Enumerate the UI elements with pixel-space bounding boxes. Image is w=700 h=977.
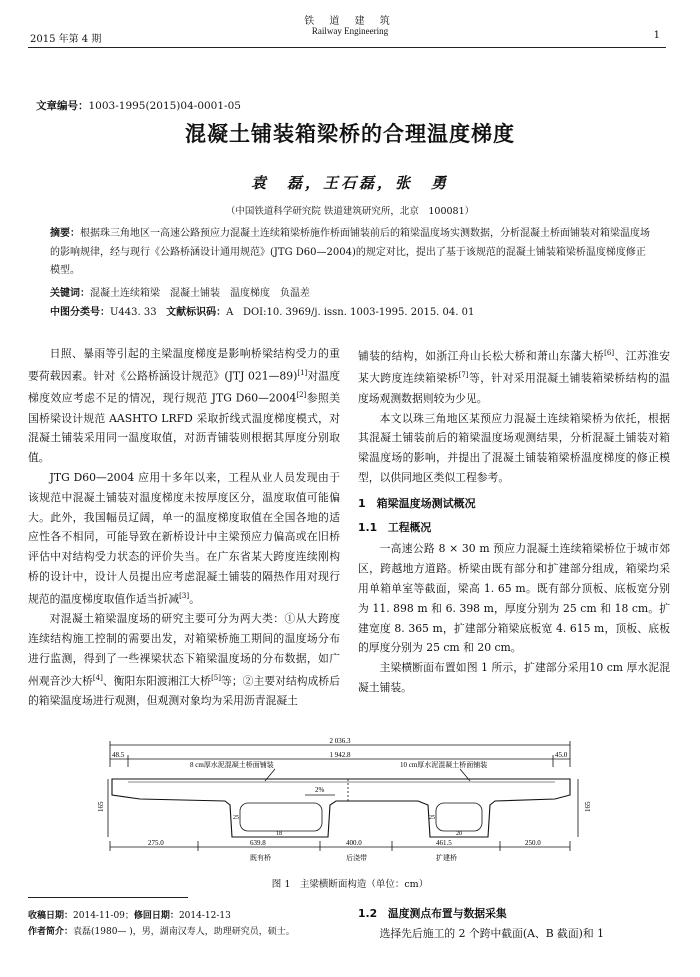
dim-bot-400: 400.0	[346, 839, 362, 847]
authors: 袁 磊，王石磊，张 勇	[250, 174, 449, 192]
label-existing-bridge: 既有桥	[250, 854, 271, 862]
dim-right: 45.0	[555, 751, 568, 759]
doc-code-label: 文献标识码：	[166, 307, 227, 318]
page-number: 1	[653, 30, 660, 41]
article-number	[36, 98, 241, 113]
citation: [1]	[297, 368, 308, 377]
keywords-text: 混凝土连续箱梁 混凝土铺装 温度梯度 负温差	[90, 288, 310, 299]
label-joint: 后浇带	[346, 854, 367, 862]
paragraph: 对混凝土箱梁温度场的研究主要可分为两大类：①从大跨度连续结构施工控制的需要出发，对箱梁桥施工期间的温度场分布进行监测，得到了一些裸梁状态下箱梁温度场的分布数据，如广州观音沙大桥[4]、衡阳东阳渡湘江大桥[5]等；②主要对结构成桥后的箱梁温度场进行观测，但观测对象均为采用沥青混凝土	[28, 612, 341, 707]
paragraph: 本文以珠三角地区某预应力混凝土连续箱梁桥为依托，根据其混凝土铺装前后的箱梁温度场观测结果，分析混凝土铺装对箱梁温度场的影响，并提出了混凝土铺装箱梁桥温度梯度的修正模型，以供同地区类似工程参考。	[358, 411, 670, 484]
abstract	[50, 225, 650, 281]
classification	[50, 303, 650, 318]
body-right-column	[358, 344, 670, 698]
doc-code-value: A	[226, 307, 234, 318]
article-number-label: 文章编号：	[36, 100, 89, 112]
footnote-rule	[28, 897, 188, 898]
dim-bot-639: 639.8	[250, 839, 266, 847]
dim-left: 48.5	[112, 751, 125, 759]
doi: DOI:10. 3969/j. issn. 1003-1995. 2015. 04. 01	[242, 307, 475, 318]
bottom-slab-thickness-ext: 20	[456, 831, 462, 837]
paragraph: JTG D60—2004 应用十多年以来，工程从业人员发现由于该规范中混凝土铺装对温度梯度未按厚度区分，温度取值可能偏大。此外，我国幅员辽阔，单一的温度梯度取值在全国各地的适应性各不相同，可能导致在新桥设计中主梁预应力偏高或在旧桥评估中对结构受力状态的评价失当。在广东省某大跨度连续刚构桥的设计中，设计人员提出应考虑混凝土铺装的隔热作用对现行规范的温度梯度取值作适当折减[3]。	[28, 470, 340, 606]
dim-bot-275: 275.0	[148, 839, 164, 847]
section-heading-1-2: 1.2 温度测点布置与数据采集	[358, 907, 507, 920]
section-heading-1: 1 箱梁温度场测试概况	[358, 496, 476, 510]
footnote-author: 作者简介：袁磊(1980— )，男，湖南汉寿人，助理研究员，硕士。	[28, 927, 295, 937]
journal-name-cn: 铁 道 建 筑	[304, 16, 396, 27]
citation: [5]	[211, 673, 221, 682]
web-thickness-ext: 25	[429, 815, 435, 821]
citation: [7]	[458, 371, 469, 380]
section-heading-1-1: 1.1 工程概况	[358, 520, 432, 534]
bottom-slab-thickness: 18	[276, 831, 282, 837]
abstract-text: 根据珠三角地区一高速公路预应力混凝土连续箱梁桥施作桥面铺装前后的箱梁温度场实测数据，分析混凝土桥面铺装对箱梁温度场的影响规律，经与现行《公路桥涵设计通用规范》(JTG D60—2004)的规定对比，提出了基于该规范的混凝土铺装箱梁桥温度梯度修正模型。	[50, 228, 650, 276]
paragraph: 日照、暴雨等引起的主梁温度梯度是影响桥梁结构受力的重要荷载因素。针对《公路桥涵设计规范》(JTJ 021—89)[1]对温度梯度效应考虑不足的情况，现行规范 JTG D60—2004[2]参照美国桥梁设计规范 AASHTO LRFD 采取折线式温度梯度模式，对混凝土铺装采用同一温度取值，对沥青铺装则根据其厚度分别取值。	[28, 347, 341, 465]
clc-label: 中图分类号：	[50, 307, 110, 318]
citation: [4]	[92, 673, 103, 682]
height-left: 165	[97, 801, 105, 812]
keywords	[50, 284, 650, 299]
label-extension: 扩建桥	[436, 854, 457, 862]
dim-mid: 1 942.8	[329, 751, 351, 759]
body-left-column	[28, 344, 340, 711]
journal-name-en: Railway Engineering	[311, 26, 389, 36]
cross-section-figure	[97, 737, 600, 865]
paragraph: 主梁横断面布置如图 1 所示，扩建部分采用10 cm 厚水泥混凝土铺装。	[358, 661, 670, 694]
citation: [2]	[296, 391, 307, 400]
dim-bot-461: 461.5	[436, 839, 452, 847]
paving-right-label: 10 cm厚水泥混凝土桥面铺装	[400, 761, 488, 769]
height-right: 165	[584, 801, 592, 812]
paragraph: 铺装的结构，如浙江舟山长松大桥和萧山东藩大桥[6]、江苏淮安某大跨度连续箱梁桥[7]等，针对采用混凝土铺装箱梁桥结构的温度场观测数据则较为少见。	[358, 349, 671, 405]
issue-label: 2015 年第 4 期	[30, 34, 102, 45]
header-rule	[28, 47, 666, 48]
paper-title: 混凝土铺装箱梁桥的合理温度梯度	[185, 122, 515, 146]
web-thickness: 25	[233, 815, 239, 821]
figure-caption: 图 1 主梁横断面构造（单位：cm）	[271, 879, 429, 890]
paragraph: 选择先后施工的 2 个跨中截面(A、B 截面)和 1	[379, 927, 604, 940]
abstract-label: 摘要：	[50, 228, 80, 239]
article-number-value: 1003-1995(2015)04-0001-05	[88, 100, 241, 112]
paragraph: 一高速公路 8 × 30 m 预应力混凝土连续箱梁桥位于城市郊区，跨越地方道路。桥梁由既有部分和扩建部分组成，箱梁均采用单箱单室等截面，梁高 1. 65 m。既有部分顶板、底板宽分别为 11. 898 m 和 6. 398 m，厚度分别为 25 cm 和 18 cm。扩建宽度 8. 365 m，扩建部分箱梁底板宽 4. 615 m，顶板、底板的厚度分别为 25 cm 和 20 cm。	[358, 542, 670, 655]
affiliation: （中国铁道科学研究院 铁道建筑研究所，北京 100081）	[225, 206, 475, 217]
citation: [3]	[179, 591, 190, 600]
keywords-label: 关键词：	[50, 288, 90, 299]
paving-left-label: 8 cm厚水泥混凝土桥面铺装	[190, 761, 274, 769]
clc-value: U443. 33	[110, 307, 157, 318]
slope-label: 2%	[315, 786, 325, 794]
citation: [6]	[604, 349, 615, 357]
dim-total: 2 036.3	[329, 737, 351, 745]
dim-bot-250: 250.0	[525, 839, 541, 847]
footnote-dates: 收稿日期：2014-11-09；修回日期：2014-12-13	[28, 911, 231, 921]
